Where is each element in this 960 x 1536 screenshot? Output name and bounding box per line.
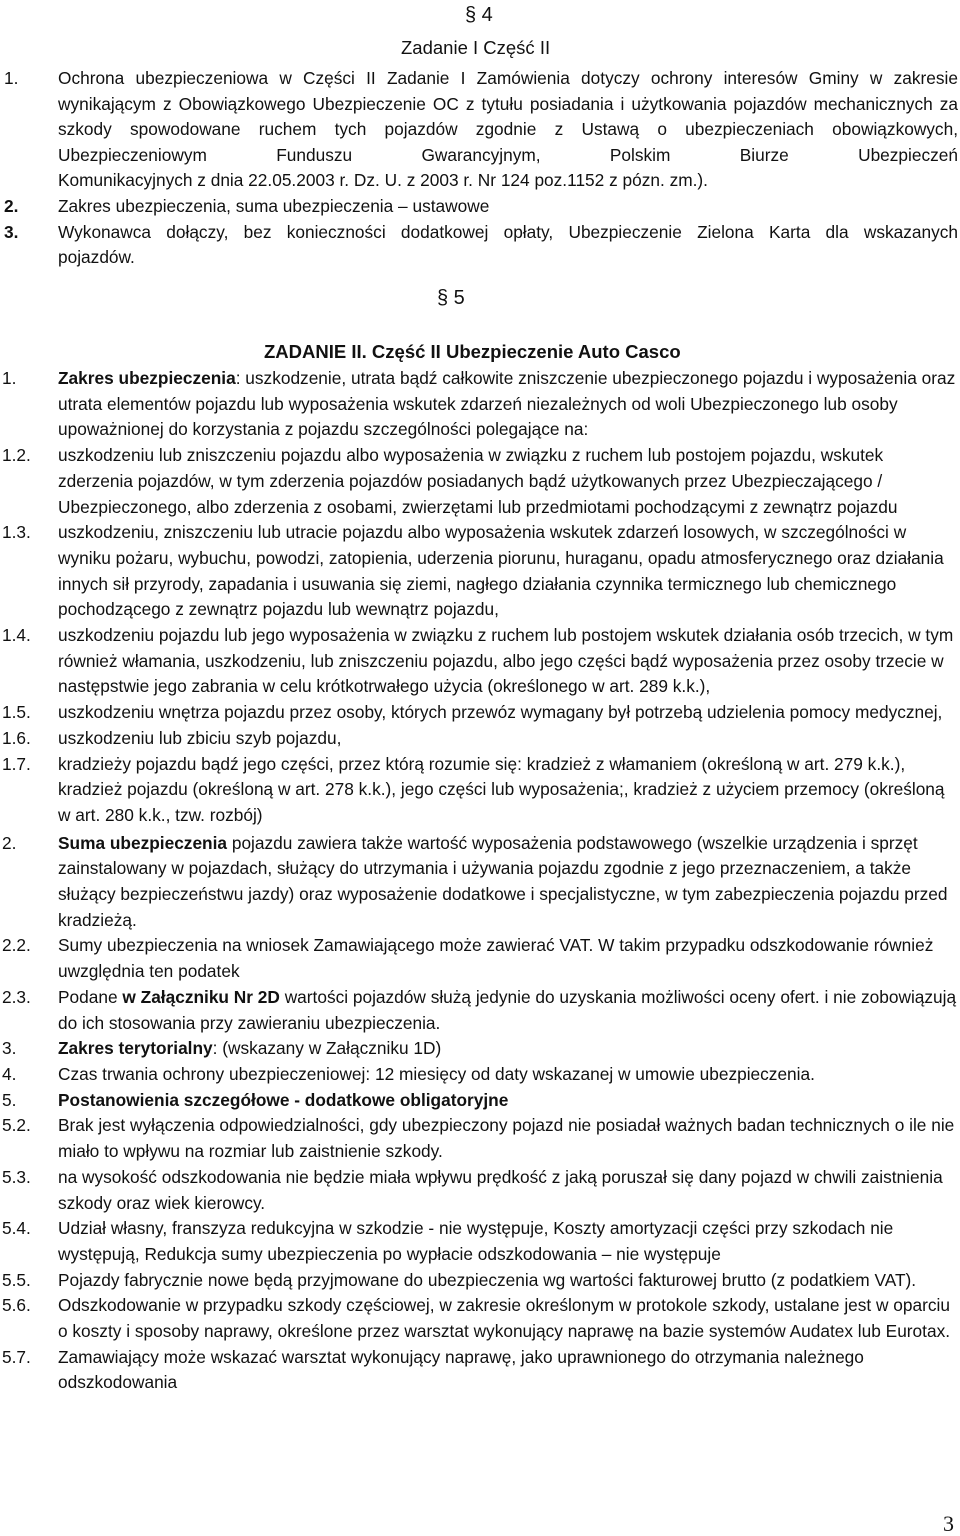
item-number: 5.6.: [2, 1295, 31, 1316]
item-bold-text: Postanowienia szczegółowe - dodatkowe obligatoryjne: [58, 1089, 509, 1110]
page-number: 3: [943, 1511, 954, 1536]
item-number: 5.5.: [2, 1269, 31, 1290]
item-number: 1.3.: [2, 522, 31, 543]
list-item: [0, 194, 960, 220]
item-text: uszkodzeniu lub zniszczeniu pojazdu albo wyposażenia w związku z ruchem lub postojem pojazdu, wskutek zderzenia pojazdów, w tym zderzenia pojazdów posiadanych bądź użytkowanych przez Ubezpieczającego / Ubezpieczonego, albo zderzenia z osobami, zwierzętami lub przedmiotami pochodzącymi z zewnątrz pojazdu: [58, 445, 898, 517]
list-item: [0, 520, 960, 623]
list-item: [0, 1268, 960, 1294]
list-item: [0, 700, 960, 726]
item-text: uszkodzeniu pojazdu lub jego wyposażenia w związku z ruchem lub postojem wskutek działania osób trzecich, w tym również włamania, uszkodzeniu, lub zniszczeniu pojazdu, albo jego części bądź wyposażenia przez osoby trzecie w następstwie jego zabrania w celu krótkotrwałego użycia (określonego w art. 289 k.k.),: [58, 625, 954, 697]
item-text: uszkodzeniu, zniszczeniu lub utracie pojazdu albo wyposażenia wskutek zdarzeń losowych, w szczególności w wyniku pożaru, wybuchu, powodzi, zatopienia, uderzenia piorunu, huraganu, opadu atmosferycznego oraz działania innych sił przyrody, zapadania i usuwania się ziemi, nagłego działania czynnika termicznego lub chemicznego pochodzącego z zewnątrz pojazdu lub wewnątrz pojazdu,: [58, 522, 944, 620]
item-text: Brak jest wyłączenia odpowiedzialności, gdy ubezpieczony pojazd nie posiadał ważnych badan technicznych o ile nie miało to wpływu na rozmiar lub zaistnienie szkody.: [58, 1115, 955, 1162]
item-number: 5.2.: [2, 1115, 31, 1136]
item-text: Odszkodowanie w przypadku szkody częściowej, w zakresie określonym w protokole szkody, ustalane jest w oparciu o koszty i sposoby naprawy, określone przez warsztat wykonujący naprawę na bazie systemów Audatex lub Eurotax.: [58, 1295, 951, 1342]
list-item: [0, 726, 960, 752]
item-number: 5.7.: [2, 1346, 31, 1367]
item-number: 5.: [2, 1089, 17, 1110]
item-number: 1.: [2, 368, 17, 388]
item-text: kradzieży pojazdu bądź jego części, przez którą rozumie się: kradzież z włamaniem (określoną w art. 279 k.k.), kradzież pojazdu (określoną w art. 278 k.k.), jego części lub wyposażenia;, kradzież z użyciem przemocy (określoną w art. 280 k.k., tzw. rozbój): [58, 753, 945, 825]
item-bold-text: Zakres ubezpieczenia: [58, 368, 236, 388]
item-number: 1.4.: [2, 625, 31, 646]
item-number: 5.3.: [2, 1166, 31, 1187]
item-number: 2.: [4, 195, 19, 216]
list-item: [0, 831, 960, 934]
item-text: Zamawiający może wskazać warsztat wykonujący naprawę, jako uprawnionego do otrzymania należnego odszkodowania: [58, 1346, 864, 1393]
list-item: [0, 933, 960, 984]
item-text: Ochrona ubezpieczeniowa w Części II Zadanie I Zamówienia dotyczy ochrony interesów Gminy w zakresie wynikającym z Obowiązkowego Ubezpieczenie OC z tytułu posiadania i użytkowania pojazdów mechanicznych za szkody spowodowane ruchem tych pojazdów zgodnie z Ustawą o ubezpieczeniach obowiązkowych, Ubezpieczeniowym Funduszu Gwarancyjnym, Polskim Biurze Ubezpieczeń: [58, 68, 958, 165]
item-text: : uszkodzenie, utrata bądź całkowite zniszczenie ubezpieczonego pojazdu i wyposażenia oraz utrata elementów pojazdu lub wyposażenia wskutek zdarzeń niezależnych od woli Ubezpieczonego lub osoby upoważnionej do korzystania z pojazdu szczególności polegające na:: [58, 368, 956, 440]
item-text: : (wskazany w Załączniku 1D): [212, 1038, 442, 1059]
item-text: Sumy ubezpieczenia na wniosek Zamawiającego może zawierać VAT. W takim przypadku odszkodowanie również uwzględnia ten podatek: [58, 935, 934, 982]
item-text: wartości pojazdów służą jedynie do uzyskania możliwości oceny ofert. i nie zobowiązują do ich stosowania przy zawieraniu ubezpieczenia.: [58, 986, 957, 1033]
item-text: na wysokość odszkodowania nie będzie miała wpływu prędkość z jaką poruszał się dany pojazd w chwili zaistnienia szkody oraz wiek kierowcy.: [58, 1166, 943, 1213]
section-heading: ZADANIE II. Część II Ubezpieczenie Auto Casco: [264, 341, 681, 362]
list-item: [0, 366, 960, 443]
list-item: [0, 1113, 960, 1164]
part2-list: [0, 366, 960, 1396]
list-item: [0, 752, 960, 829]
item-number: 4.: [2, 1063, 17, 1084]
list-item: [0, 443, 960, 520]
item-number: 1.: [4, 68, 19, 88]
item-number: 1.6.: [2, 727, 31, 748]
item-text: Czas trwania ochrony ubezpieczeniowej: 12 miesięcy od daty wskazanej w umowie ubezpieczenia.: [58, 1063, 815, 1084]
list-item: [0, 1165, 960, 1216]
item-number: 2.: [2, 832, 17, 853]
item-text-pre: Podane: [58, 986, 123, 1007]
list-item: [0, 623, 960, 700]
part1-list: [0, 66, 960, 271]
item-bold-text: Zakres terytorialny: [58, 1038, 213, 1059]
item-text: uszkodzeniu wnętrza pojazdu przez osoby, których przewóz wymagany był potrzebą udzielenia pomocy medycznej,: [58, 702, 943, 723]
item-number: 3.: [2, 1038, 17, 1059]
list-item: [0, 1293, 960, 1344]
list-item: [0, 1088, 960, 1114]
list-item: [0, 1216, 960, 1267]
item-number: 3.: [4, 221, 19, 242]
list-item: [0, 168, 960, 194]
item-number: 1.7.: [2, 753, 31, 774]
item-number: 1.5.: [2, 702, 31, 723]
list-item: [0, 245, 960, 271]
list-item: [0, 1345, 960, 1396]
section-title: Zadanie I Część II: [401, 37, 551, 58]
list-item: [0, 1036, 960, 1062]
item-text: Wykonawca dołączy, bez konieczności dodatkowej opłaty, Ubezpieczenie Zielona Karta dla wskazanych: [58, 221, 958, 242]
list-item: [0, 66, 960, 168]
section-mark-4: § 4: [465, 4, 493, 26]
list-item: [0, 1062, 960, 1088]
item-text: pojazdu zawiera także wartość wyposażenia podstawowego (wszelkie urządzenia i sprzęt zainstalowany w pojazdach, służący do utrzymania i używania pojazdu zgodnie z jego przeznaczeniem, a także służący bezpieczeństwu jazdy) oraz wyposażenie dodatkowe i specjalistyczne, w tym zabezpieczenia pojazdu przed kradzieżą.: [58, 832, 948, 930]
item-bold-text: Suma ubezpieczenia: [58, 832, 228, 853]
item-text: Komunikacyjnych z dnia 22.05.2003 r. Dz. U. z 2003 r. Nr 124 poz.1152 z pózn. zm.).: [58, 170, 708, 191]
item-number: 2.3.: [2, 986, 31, 1007]
item-text: Pojazdy fabrycznie nowe będą przyjmowane do ubezpieczenia wg wartości fakturowej brutto (z podatkiem VAT).: [58, 1269, 917, 1290]
list-item: [0, 220, 960, 246]
item-text: Zakres ubezpieczenia, suma ubezpieczenia – ustawowe: [58, 195, 490, 216]
item-bold-text: w Załączniku Nr 2D: [122, 986, 280, 1007]
item-text: pojazdów.: [58, 247, 135, 268]
section-mark-5: § 5: [437, 287, 465, 309]
item-text: Udział własny, franszyza redukcyjna w szkodzie - nie występuje, Koszty amortyzacji części przy szkodach nie występują, Redukcja sumy ubezpieczenia po wypłacie odszkodowania – nie występuje: [58, 1218, 894, 1264]
item-number: 5.4.: [2, 1218, 31, 1239]
list-item: [0, 985, 960, 1036]
item-number: 2.2.: [2, 935, 31, 956]
item-text: uszkodzeniu lub zbiciu szyb pojazdu,: [58, 727, 342, 748]
item-number: 1.2.: [2, 445, 31, 466]
